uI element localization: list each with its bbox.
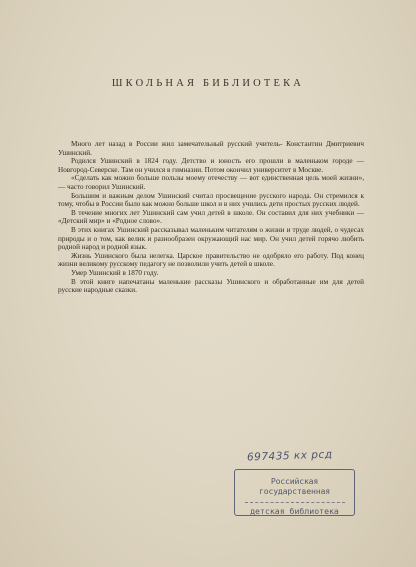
paragraph: Умер Ушинский в 1870 году. xyxy=(71,268,159,277)
stamp-line-1: Российская государственная xyxy=(259,476,330,496)
paragraph: Большим и важным делом Ушинский считал просвещение русского народа. Он стремился к тому, чтобы в России было как можно больше школ и в них учились дети простых русских людей. xyxy=(58,191,364,209)
paragraph: Жизнь Ушинского была нелегка. Царское правительство не одобряло его работу. Под конец жизни великому русскому педагогу не позволили учить детей в школе. xyxy=(58,251,364,269)
series-title: ШКОЛЬНАЯ БИБЛИОТЕКА xyxy=(111,78,305,89)
paragraph: Родился Ушинский в 1824 году. Детство и юность его прошли в маленьком городе — Новгород-Северске. Там он учился в гимназии. Потом окончил университет в Москве. xyxy=(58,157,364,174)
stamp-line-2: детская библиотека xyxy=(245,502,345,516)
paragraph: «Сделать как можно больше пользы моему отечеству — вот единственная цель моей жизни», — часто говорил Ушинский. xyxy=(58,174,364,191)
inventory-number: 697435 кх рсд xyxy=(246,448,333,464)
paragraph: В течение многих лет Ушинский сам учил детей в школе. Он составил для них учебники — «Детский мир» и «Родное слово». xyxy=(58,208,364,226)
library-stamp xyxy=(234,469,355,516)
paragraph: В этой книге напечатаны маленькие рассказы Ушинского и обработанные им для детей русские народные сказки. xyxy=(58,277,364,295)
paragraph: В этих книгах Ушинский рассказывал маленьким читателям о жизни и труде людей, о чудесах природы и о том, как велик и разнообразен окружающий нас мир. Он учил детей горячо любить родной народ и родной язык. xyxy=(58,225,364,252)
paragraph: Много лет назад в России жил замечательный русский учитель- Константин Дмитриевич Ушинский. xyxy=(58,140,364,157)
preface-text xyxy=(58,140,364,295)
